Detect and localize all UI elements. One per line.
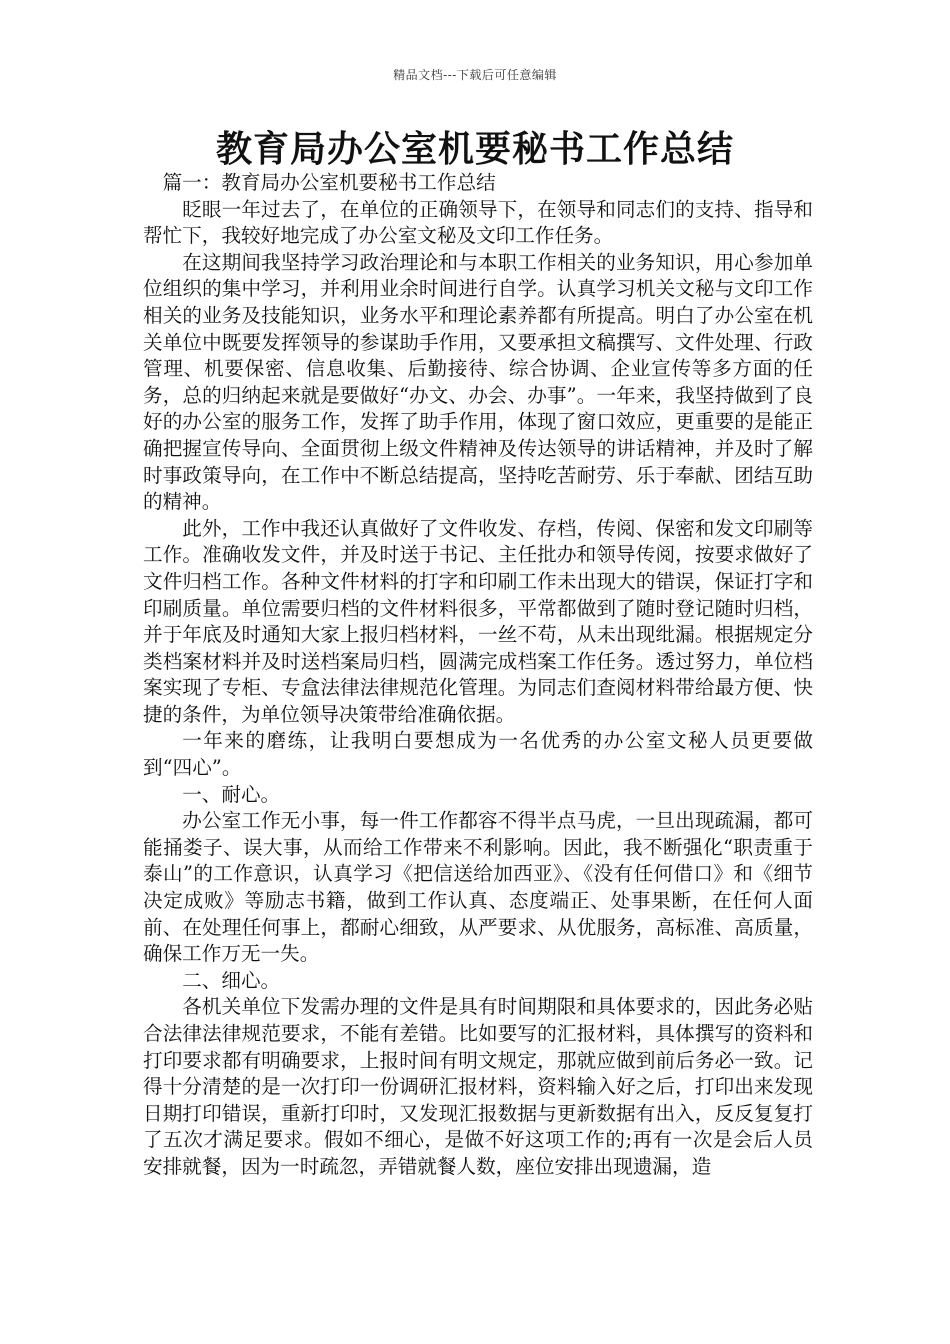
header-note: 精品文档---下载后可任意编辑 [393, 68, 557, 82]
paragraph-four-hearts: 一年来的磨练，让我明白要想成为一名优秀的办公室文秘人员更要做到“四心”。 [143, 729, 813, 780]
document-body [143, 170, 813, 1181]
paragraph-study: 在这期间我坚持学习政治理论和与本职工作相关的业务知识，用心参加单位组织的集中学习，并利用业余时间进行自学。认真学习机关文秘与文印工作相关的业务及技能知识，业务水平和理论素养都有所提高。明白了办公室在机关单位中既要发挥领导的参谋助手作用，又要承担文稿撰写、文件处理、行政管理、机要保密、信息收集、后勤接待、综合协调、企业宣传等多方面的任务，总的归纳起来就是要做好“办文、办会、办事”。一年来，我坚持做到了良好的办公室的服务工作，发挥了助手作用，体现了窗口效应，更重要的是能正确把握宣传导向、全面贯彻上级文件精神及传达领导的讲话精神，并及时了解时事政策导向，在工作中不断总结提高，坚持吃苦耐劳、乐于奉献、团结互助的精神。 [143, 250, 813, 514]
article-title: 篇一：教育局办公室机要秘书工作总结 [162, 171, 496, 194]
section-heading-carefulness: 二、细心。 [182, 968, 281, 992]
paragraph-intro: 眨眼一年过去了，在单位的正确领导下，在领导和同志们的支持、指导和帮忙下，我较好地完成了办公室文秘及文印工作任务。 [143, 197, 813, 248]
document-title: 教育局办公室机要秘书工作总结 [215, 129, 734, 170]
paragraph-patience: 办公室工作无小事，每一件工作都容不得半点马虎，一旦出现疏漏，都可能捅娄子、误大事，从而给工作带来不利影响。因此，我不断强化“职责重于泰山”的工作意识，认真学习《把信送给加西亚》、《没有任何借口》和《细节决定成败》等励志书籍，做到工作认真、态度端正、处事果断，在任何人面前、在处理任何事上，都耐心细致，从严要求、从优服务，高标准、高质量，确保工作万无一失。 [143, 809, 813, 966]
paragraph-carefulness: 各机关单位下发需办理的文件是具有时间期限和具体要求的，因此务必贴合法律法律规范要求，不能有差错。比如要写的汇报材料，具体撰写的资料和打印要求都有明确要求，上报时间有明文规定，那就应做到前后务必一致。记得十分清楚的是一次打印一份调研汇报材料，资料输入好之后，打印出来发现日期打印错误，重新打印时，又发现汇报数据与更新数据有出入，反反复复打了五次才满足要求。假如不细心，是做不好这项工作的;再有一次是会后人员安排就餐，因为一时疏忽，弄错就餐人数，座位安排出现遗漏，造 [143, 995, 813, 1178]
section-heading-patience: 一、耐心。 [182, 782, 281, 806]
paragraph-documents: 此外，工作中我还认真做好了文件收发、存档，传阅、保密和发文印刷等工作。准确收发文件，并及时送于书记、主任批办和领导传阅，按要求做好了文件归档工作。各种文件材料的打字和印刷工作未出现大的错误，保证打字和印刷质量。单位需要归档的文件材料很多，平常都做到了随时登记随时归档，并于年底及时通知大家上报归档材料，一丝不苟，从未出现纰漏。根据规定分类档案材料并及时送档案局归档，圆满完成档案工作任务。透过努力，单位档案实现了专柜、专盒法律法律规范化管理。为同志们查阅材料带给最方便、快捷的条件，为单位领导决策带给准确依据。 [143, 516, 813, 726]
